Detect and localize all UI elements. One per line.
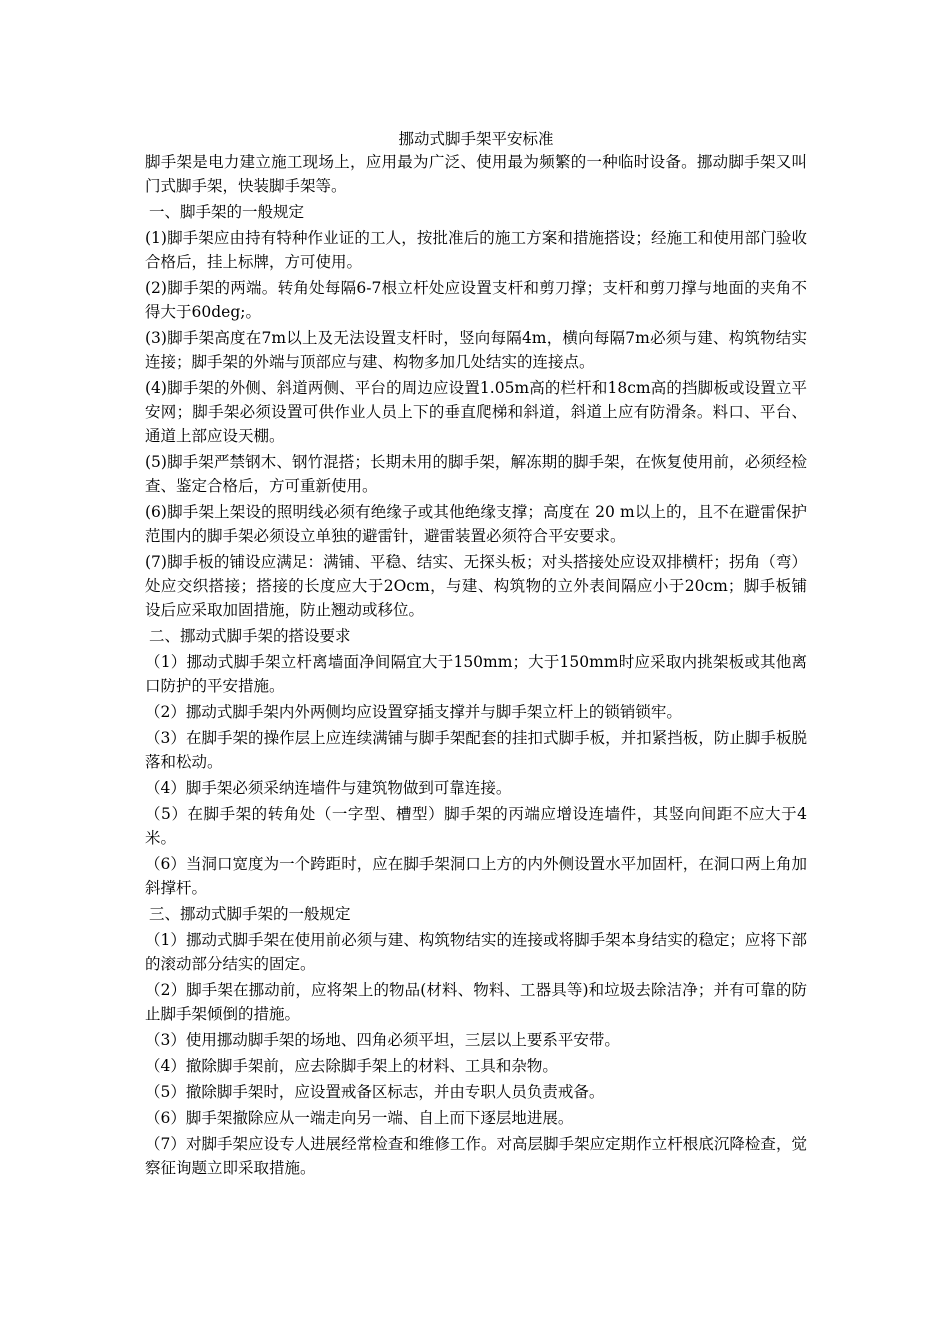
section-heading-mobile-general-rules: 三、挪动式脚手架的一般规定 <box>149 905 351 923</box>
rule-item: （1）挪动式脚手架立杆离墙面净间隔宜大于150mm；大于150mm时应采取内挑架板或其他离口防护的平安措施。 <box>145 653 807 695</box>
rule-item: （3）使用挪动脚手架的场地、四角必须平坦，三层以上要系平安带。 <box>145 1031 620 1049</box>
rule-item: (6)脚手架上架设的照明线必须有绝缘子或其他绝缘支撑；高度在 20 m以上的，且不在避雷保护范围内的脚手架必须设立单独的避雷针，避雷装置必须符合平安要求。 <box>145 503 807 545</box>
rule-item: （4）撤除脚手架前，应去除脚手架上的材料、工具和杂物。 <box>145 1057 558 1075</box>
rule-item: （7）对脚手架应设专人进展经常检查和维修工作。对高层脚手架应定期作立杆根底沉降检查，觉察征询题立即采取措施。 <box>145 1135 807 1177</box>
rule-item: （5）撤除脚手架时，应设置戒备区标志，并由专职人员负责戒备。 <box>145 1083 605 1101</box>
rule-item: (2)脚手架的两端。转角处每隔6-7根立杆处应设置支杆和剪刀撑；支杆和剪刀撑与地面的夹角不得大于60deg;。 <box>145 279 807 321</box>
rule-item: (7)脚手板的铺设应满足：满铺、平稳、结实、无探头板；对头搭接处应设双排横杆；拐角（弯）处应交织搭接；搭接的长度应大于2Ocm，与建、构筑物的立外表间隔应小于20cm；脚手板铺设后应采取加固措施，防止翘动或移位。 <box>145 553 807 619</box>
document-title: 挪动式脚手架平安标准 <box>398 130 554 148</box>
rule-item: (5)脚手架严禁钢木、钢竹混搭；长期未用的脚手架，解冻期的脚手架，在恢复使用前，必须经检查、鉴定合格后，方可重新使用。 <box>145 453 807 495</box>
rule-item: （6）当洞口宽度为一个跨距时，应在脚手架洞口上方的内外侧设置水平加固杆，在洞口两上角加斜撑杆。 <box>145 855 807 897</box>
section-heading-general-rules: 一、脚手架的一般规定 <box>149 203 305 221</box>
rule-item: （6）脚手架撤除应从一端走向另一端、自上而下逐层地进展。 <box>145 1109 574 1127</box>
rule-item: (1)脚手架应由持有特种作业证的工人，按批准后的施工方案和措施搭设；经施工和使用部门验收合格后，挂上标牌，方可使用。 <box>145 229 807 271</box>
rule-item: （1）挪动式脚手架在使用前必须与建、构筑物结实的连接或将脚手架本身结实的稳定；应将下部的滚动部分结实的固定。 <box>145 931 807 973</box>
intro-paragraph: 脚手架是电力建立施工现场上，应用最为广泛、使用最为频繁的一种临时设备。挪动脚手架又叫门式脚手架，快装脚手架等。 <box>145 153 807 195</box>
rule-item: （2）脚手架在挪动前，应将架上的物品(材料、物料、工器具等)和垃圾去除洁净；并有可靠的防止脚手架倾倒的措施。 <box>145 981 807 1023</box>
rule-item: （2）挪动式脚手架内外两侧均应设置穿插支撑并与脚手架立杆上的锁销锁牢。 <box>145 703 682 721</box>
rule-item: （3）在脚手架的操作层上应连续满铺与脚手架配套的挂扣式脚手板，并扣紧挡板，防止脚手板脱落和松动。 <box>145 729 807 771</box>
rule-item: (3)脚手架高度在7m以上及无法设置支杆时，竖向每隔4m，横向每隔7m必须与建、构筑物结实连接；脚手架的外端与顶部应与建、构物多加几处结实的连接点。 <box>145 329 807 371</box>
rule-item: (4)脚手架的外侧、斜道两侧、平台的周边应设置1.05m高的栏杆和18cm高的挡脚板或设置立平安网；脚手架必须设置可供作业人员上下的垂直爬梯和斜道，斜道上应有防滑条。料口、平台、通道上部应设天棚。 <box>145 379 807 445</box>
rule-item: （5）在脚手架的转角处（一字型、槽型）脚手架的丙端应增设连墙件，其竖向间距不应大于4米。 <box>145 805 807 847</box>
document-page <box>145 128 807 1180</box>
section-heading-erection-requirements: 二、挪动式脚手架的搭设要求 <box>149 627 351 645</box>
rule-item: （4）脚手架必须采纳连墙件与建筑物做到可靠连接。 <box>145 779 512 797</box>
